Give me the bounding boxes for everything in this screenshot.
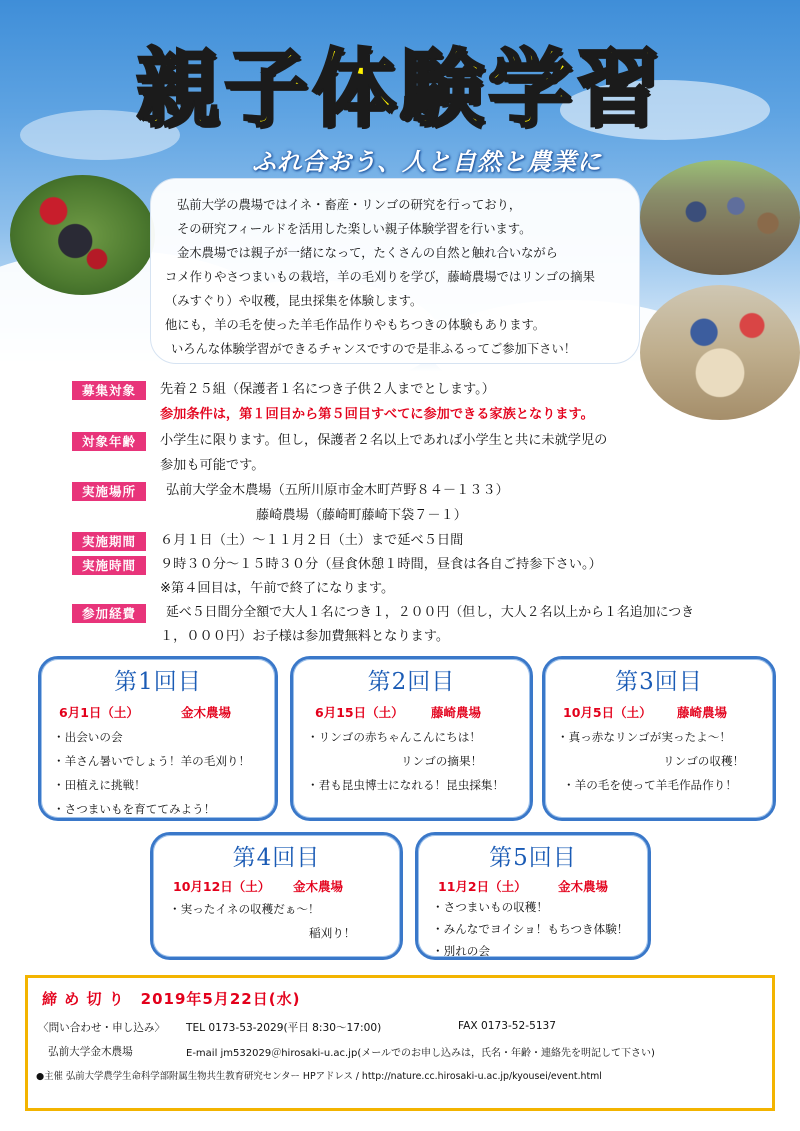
session-item: リンゴの収穫！ <box>663 754 745 768</box>
place-text-2: 藤崎農場（藤崎町藤崎下袋７－１） <box>256 508 467 523</box>
session-farm: 金木農場 <box>558 879 609 894</box>
session-item: ・羊さん暑いでしょう！羊の毛刈り！ <box>53 754 251 768</box>
time-row <box>0 555 800 577</box>
period-text: ６月１日（土）～１１月２日（土）まで延べ５日間 <box>160 533 464 548</box>
session-farm: 藤崎農場 <box>431 705 482 720</box>
session-date: 6月15日（土） <box>315 705 404 720</box>
recruit-label: 募集対象 <box>72 381 146 400</box>
session-item: ・田植えに挑戦！ <box>53 778 146 792</box>
page-subtitle: ふれ合おう、人と自然と農業に <box>252 148 602 176</box>
page-title: 親子体験学習 <box>135 40 664 138</box>
age-text-2: 参加も可能です。 <box>160 458 265 473</box>
place-row <box>0 481 800 503</box>
host-info: ●主催 弘前大学農学生命科学部附属生物共生教育研究センター HPアドレス / http://nature.cc.hirosaki-u.ac.jp/kyousei/event.html <box>36 1071 602 1082</box>
fax-number: FAX 0173-52-5137 <box>458 1020 557 1032</box>
session-item: ・真っ赤なリンゴが実ったよ～！ <box>557 730 731 744</box>
email-address: E-mail jm532029＠hirosaki-u.ac.jp(メールでのお申し込みは，氏名・年齢・連絡先を明記して下さい) <box>186 1048 655 1059</box>
contact-footer <box>25 975 775 1111</box>
session-farm: 金木農場 <box>181 705 232 720</box>
session-item: ・みんなでヨイショ！もちつき体験！ <box>432 922 629 936</box>
contact-label: 〈問い合わせ・申し込み〉 <box>38 1022 166 1034</box>
recruit-text: 先着２５組（保護者１名につき子供２人までとします。） <box>160 382 495 397</box>
age-row <box>0 431 800 453</box>
age-text-1: 小学生に限ります。但し，保護者２名以上であれば小学生と共に未就学児の <box>160 433 608 448</box>
fee-row-2 <box>0 627 800 649</box>
time-text-2: ※第４回目は，午前で終了になります。 <box>160 581 395 596</box>
session-card-1 <box>38 656 278 821</box>
session-item: ・別れの会 <box>432 944 490 958</box>
session-title: 第4回目 <box>232 845 321 871</box>
age-row-2 <box>0 456 800 478</box>
session-date: 11月2日（土） <box>438 879 527 894</box>
apple-harvest-photo <box>10 175 155 295</box>
session-item: ・さつまいもの収穫！ <box>432 900 548 914</box>
session-date: 10月12日（土） <box>173 879 271 894</box>
session-item: リンゴの摘果！ <box>401 754 483 768</box>
fee-text-1: 延べ５日間分全額で大人１名につき１，２００円（但し，大人２名以上から１名追加につき <box>166 605 694 620</box>
intro-line: （みすぐり）や収穫，昆虫採集を体験します。 <box>165 294 423 308</box>
deadline: 締 め 切 り 2019年5月22日(水) <box>42 990 301 1008</box>
session-card-4 <box>150 832 403 960</box>
session-item: ・さつまいもを育ててみよう！ <box>53 802 216 816</box>
time-row-2 <box>0 579 800 601</box>
place-text-1: 弘前大学金木農場（五所川原市金木町芦野８４－１３３） <box>166 483 509 498</box>
session-item: ・羊の毛を使って羊毛作品作り！ <box>563 778 737 792</box>
intro-line: 弘前大学の農場ではイネ・畜産・リンゴの研究を行っており， <box>177 198 522 212</box>
intro-line: その研究フィールドを活用した楽しい親子体験学習を行います。 <box>177 222 532 236</box>
session-item: ・実ったイネの収穫だぁ～！ <box>169 902 320 916</box>
place-row-2 <box>0 506 800 528</box>
intro-line: 他にも，羊の毛を使った羊毛作品作りやもちつきの体験もあります。 <box>165 318 546 332</box>
session-item: ・リンゴの赤ちゃんこんにちは！ <box>307 730 481 744</box>
recruit-row <box>0 380 800 402</box>
session-item: ・出会いの会 <box>53 730 123 744</box>
age-label: 対象年齢 <box>72 432 146 451</box>
session-item: 稲刈り！ <box>309 926 356 940</box>
session-date: 6月1日（土） <box>59 705 139 720</box>
intro-line: コメ作りやさつまいもの栽培，羊の毛刈りを学び，藤崎農場ではリンゴの摘果 <box>165 270 595 284</box>
organization-name: 弘前大学金木農場 <box>48 1046 133 1058</box>
period-row <box>0 531 800 553</box>
session-card-3 <box>542 656 776 821</box>
time-label: 実施時間 <box>72 556 146 575</box>
fee-row <box>0 603 800 625</box>
rice-planting-photo <box>640 160 800 275</box>
recruit-condition: 参加条件は，第１回目から第５回目すべてに参加できる家族となります。 <box>160 407 594 422</box>
session-farm: 金木農場 <box>293 879 344 894</box>
session-date: 10月5日（土） <box>563 705 652 720</box>
session-title: 第5回目 <box>489 845 577 871</box>
session-farm: 藤崎農場 <box>677 705 728 720</box>
recruit-condition-row <box>0 405 800 427</box>
fee-text-2: １，０００円）お子様は参加費無料となります。 <box>160 629 450 644</box>
session-title: 第1回目 <box>114 669 202 695</box>
fee-label: 参加経費 <box>72 604 146 623</box>
session-card-2 <box>290 656 533 821</box>
intro-panel <box>150 178 640 364</box>
session-title: 第3回目 <box>615 669 703 695</box>
intro-line: いろんな体験学習ができるチャンスですので是非ふるってご参加下さい！ <box>171 342 577 356</box>
session-card-5 <box>415 832 651 960</box>
session-title: 第2回目 <box>367 669 456 695</box>
period-label: 実施期間 <box>72 532 146 551</box>
time-text-1: ９時３０分～１５時３０分（昼食休憩１時間，昼食は各自ご持参下さい。） <box>160 557 602 572</box>
place-label: 実施場所 <box>72 482 146 501</box>
tel-number: TEL 0173-53-2029(平日 8:30～17:00) <box>186 1022 382 1034</box>
intro-line: 金木農場では親子が一緒になって，たくさんの自然と触れ合いながら <box>177 246 558 260</box>
session-item: ・君も昆虫博士になれる！昆虫採集！ <box>307 778 505 792</box>
